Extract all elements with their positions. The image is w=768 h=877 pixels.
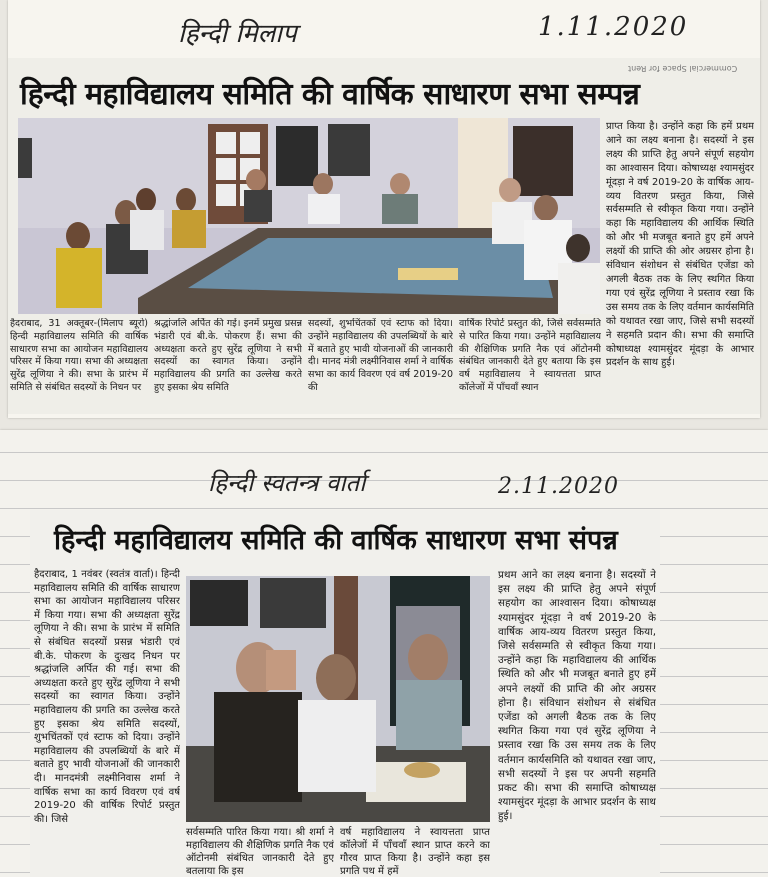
article-column-right-top: प्राप्त किया है। उन्होंने कहा कि हमें प्रथम आने का लक्ष्य बनाना है। सदस्यों ने इस लक्ष्य की प्राप्ति हेतु अपने संपूर्ण सहयोग का आश्वासन दिया। कोषाध्यक्ष श्यामसुंदर मूंदड़ा ने वर्ष 2019-20 के वार्षिक आय-व्यय वितरण प्रस्तुत किया, जिसे सर्वसम्मति से स्वीकृत किया गया। उन्होंने कहा कि महाविद्यालय की आर्थिक स्थिति को और भी मजबूत बनाते हुए हमें अपने लक्ष्यों की प्राप्ति की ओर अग्रसर होना है। संविधान संशोधन से संबंधित एजेंडा को अगली बैठक तक के लिए स्थगित किया गया एवं सुरेंद्र लूणिया ने प्रस्ताव रखा कि उस समय तक के लिए वर्तमान कार्यसमिति को यथावत रखा जाए, जिसे सभी सदस्यों ने सहमति प्रदान की। सभा की समाप्ति कोषाध्यक्ष श्यामसुंदर मूंदड़ा के आभार प्रदर्शन के साथ हुई। [606, 121, 754, 369]
article-column-bottom-2: वर्ष महाविद्यालय ने स्वायत्तता प्राप्त कॉलेजों में पाँचवाँ स्थान प्राप्त करने का गौरव प्राप्त किया है। उन्होंने कहा इस प्रगति पथ में हमें [340, 827, 490, 876]
article-column-4: वार्षिक रिपोर्ट प्रस्तुत की, जिसे सर्वसम्मति से पारित किया गया। उन्होंने महाविद्यालय की शैक्षिणिक प्रगति नैक एवं ऑटोनमी संबंधित जानकारी देते हुए बताया कि इस वर्ष महाविद्यालय ने स्वायत्तता प्राप्त कॉलेजों में पाँचवाँ स्थान [459, 318, 601, 394]
article-column-left: हैदराबाद, 1 नवंबर (स्वतंत्र वार्ता)। हिन्दी महाविद्यालय समिति की वार्षिक साधारण सभा का आयोजन महाविद्यालय परिसर में किया गया। सभा की अध्यक्षता सुरेंद्र लूणिया ने की। सभा के प्रारंभ में समिति से संबंधित सदस्यों प्रसन्न भंडारी एवं बी.के. पोकरण के दुःखद निधन पर श्रद्धांजलि अर्पित की गई। सभा की अध्यक्षता करते हुए सुरेंद्र लूणिया ने सभी सदस्यों का स्वागत किया। उन्होंने महाविद्यालय की प्रगति का उल्लेख करते हुए इसका श्रेय समिति सदस्यों, शुभचिंतकों एवं स्टाफ को दिया। उन्होंने महाविद्यालय की उपलब्धियों के बारे में बताते हुए भावी योजनाओं की जानकारी दी। मानदमंत्री लक्ष्मीनिवास शर्मा ने वार्षिक सभा का कार्य विवरण एवं वर्ष 2019-20 की वार्षिक रिपोर्ट प्रस्तुत की। जिसे [34, 569, 180, 825]
news-clipping [8, 58, 760, 414]
article-column-3: सदस्यों, शुभचिंतकों एवं स्टाफ को दिया। उन्होंने महाविद्यालय की उपलब्धियों के बारे में बताते हुए भावी योजनाओं की जानकारी दी। मानद मंत्री लक्ष्मीनिवास शर्मा ने वार्षिक सभा का कार्य विवरण एवं वर्ष 2019-20 की [308, 318, 453, 394]
handwritten-date: 1.11.2020 [538, 12, 689, 42]
meeting-photo [186, 576, 490, 822]
article-column-1: हैदराबाद, 31 अक्तूबर-(मिलाप ब्यूरो) हिन्दी महाविद्यालय समिति की वार्षिक साधारण सभा का आयोजन महाविद्यालय परिसर में किया गया। सभा की अध्यक्षता सुरेंद्र लूणिया ने की। सभा के प्रारंभ में समिति से संबंधित सदस्यों के निधन पर [10, 318, 148, 394]
headline: हिन्दी महाविद्यालय समिति की वार्षिक साधारण सभा संपन्न [54, 525, 618, 556]
clipping-vaarta-sheet [0, 430, 768, 877]
handwritten-paper-name: हिन्दी मिलाप [178, 19, 297, 49]
bleed-through-text: Commercial Space for Rent [628, 64, 738, 73]
meeting-photo [18, 118, 600, 314]
handwritten-paper-name: हिन्दी स्वतन्त्र वार्ता [208, 469, 366, 497]
article-column-right: प्रथम आने का लक्ष्य बनाना है। सदस्यों ने इस लक्ष्य की प्राप्ति हेतु अपने संपूर्ण सहयोग का आश्वासन दिया। कोषाध्यक्ष श्यामसुंदर मूंदड़ा ने वर्ष 2019-20 के वार्षिक आय-व्यय वितरण प्रस्तुत किया, जिसे सर्वसम्मति से स्वीकृत किया गया। उन्होंने कहा कि महाविद्यालय की आर्थिक स्थिति को और भी मजबूत बनाते हुए हमें अपने लक्ष्यों की प्राप्ति की ओर अग्रसर होना है। संविधान संशोधन से संबंधित एजेंडा को अगली बैठक तक के लिए स्थगित किया गया एवं सुरेंद्र लूणिया ने प्रस्ताव रखा कि उस समय तक के लिए वर्तमान कार्यसमिति को यथावत रखा जाए, सभी सदस्यों ने इस पर अपनी सहमति प्रकट की। सभा की समाप्ति कोषाध्यक्ष श्यामसुंदर मूंदड़ा के आभार प्रदर्शन के साथ हुई। [498, 569, 656, 823]
handwritten-date: 2.11.2020 [498, 474, 619, 499]
clipping-milap-sheet [8, 0, 760, 418]
article-column-2: श्रद्धांजलि अर्पित की गई। इनमें प्रमुख प्रसन्न भंडारी एवं बी.के. पोकरण हैं। सभा की अध्यक्षता करते हुए सुरेंद्र लूणिया ने सभी सदस्यों का स्वागत किया। उन्होंने महाविद्यालय की प्रगति का उल्लेख करते हुए इसका श्रेय समिति [154, 318, 302, 394]
article-column-bottom-1: सर्वसम्मति पारित किया गया। श्री शर्मा ने महाविद्यालय की शैक्षिणिक प्रगति नैक एवं ऑटोनमी संबंधित जानकारी देते हुए बतलाया कि इस [186, 827, 334, 876]
headline: हिन्दी महाविद्यालय समिति की वार्षिक साधारण सभा सम्पन्न [20, 77, 640, 112]
meeting-photo-illustration [18, 118, 600, 314]
news-clipping [30, 510, 660, 877]
meeting-photo-illustration [186, 576, 490, 822]
